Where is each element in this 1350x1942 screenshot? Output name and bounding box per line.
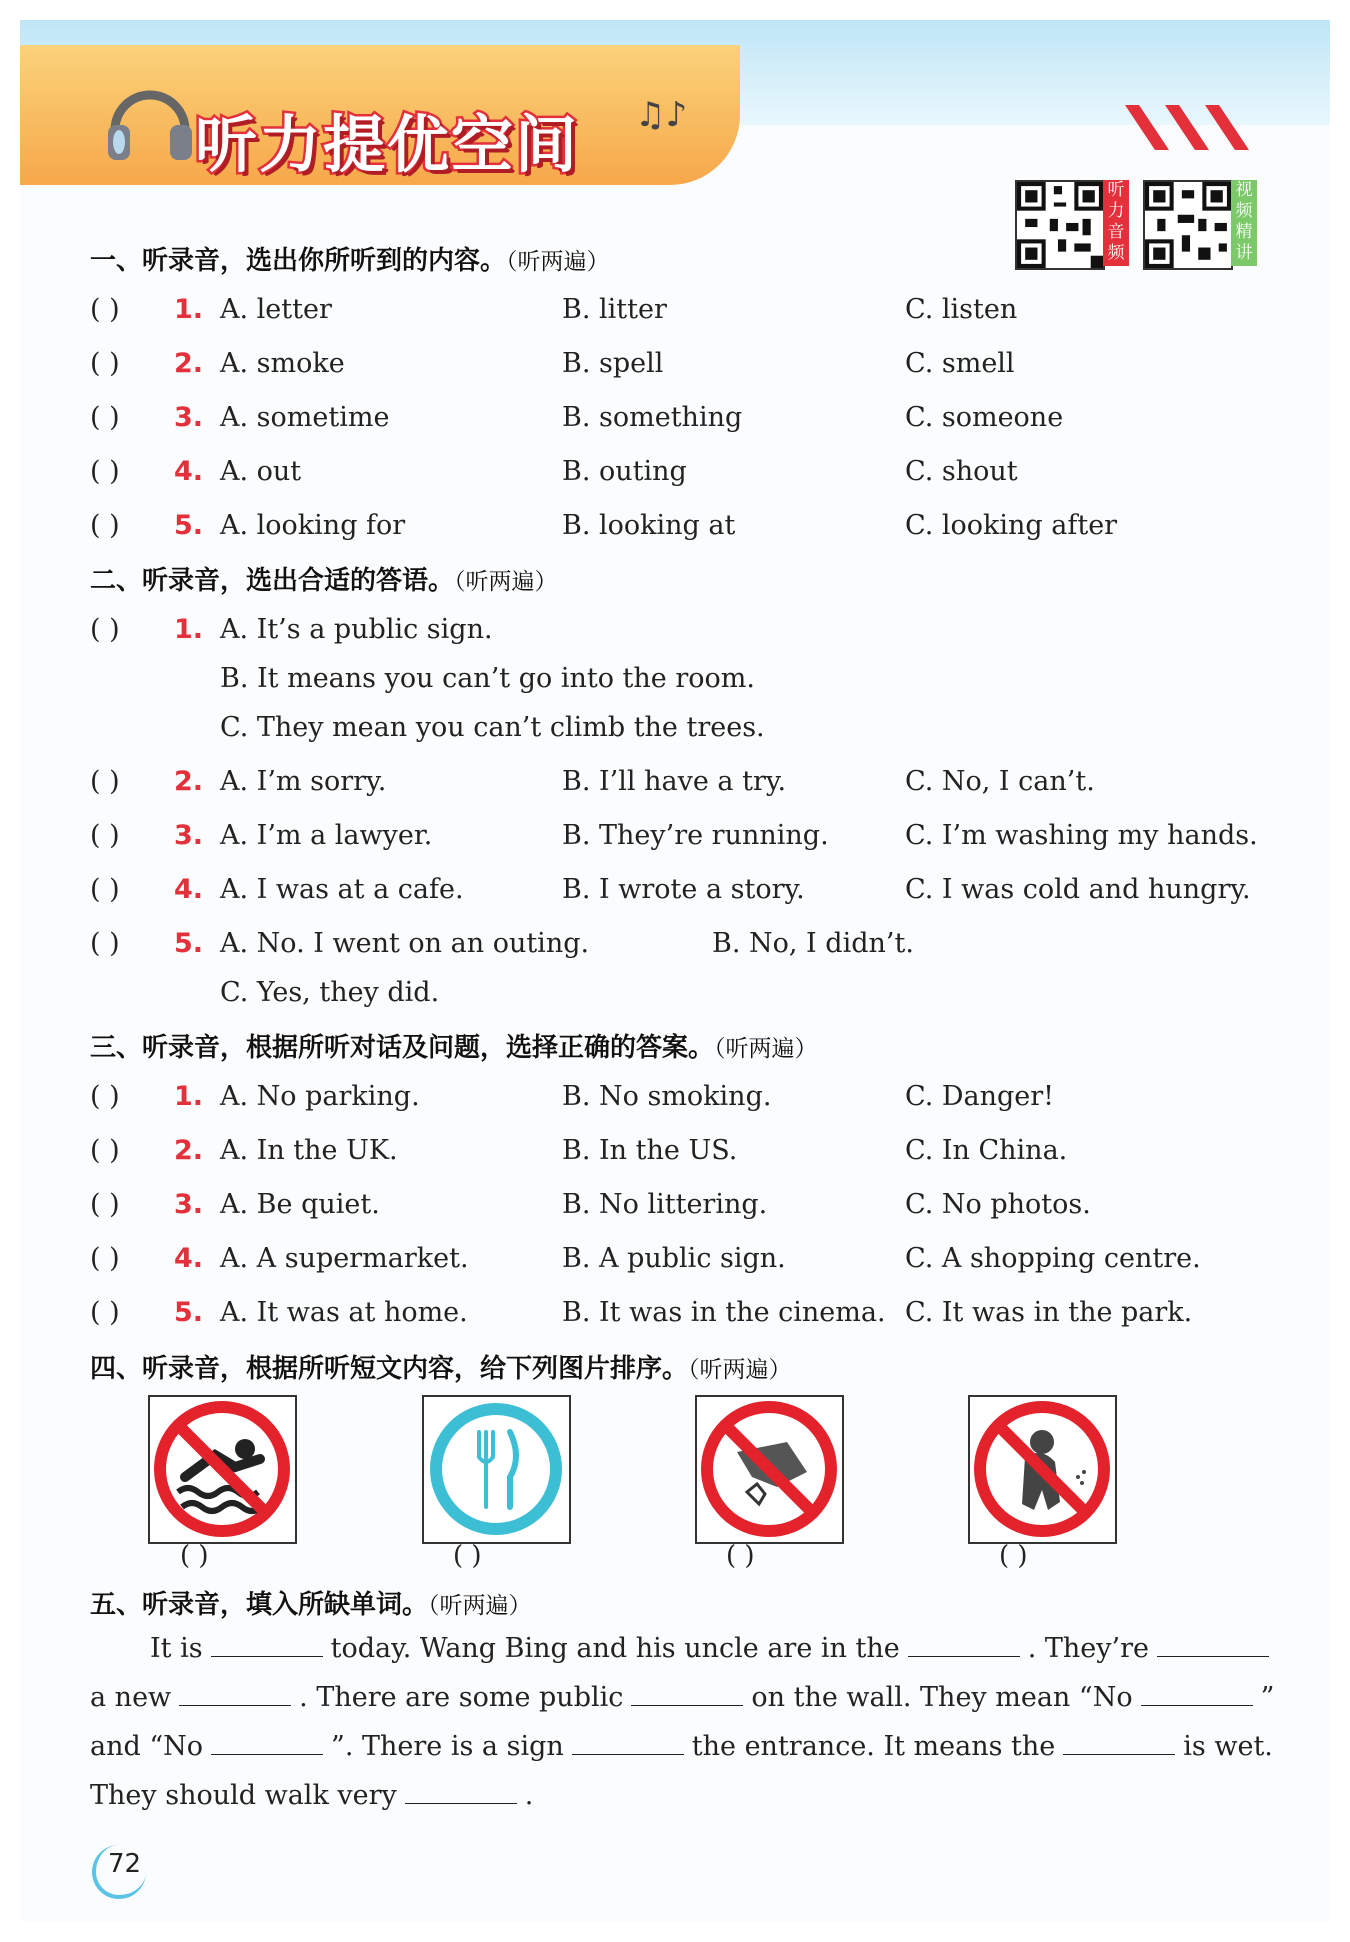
section-1-note: （听两遍） xyxy=(506,249,610,275)
answer-blank[interactable]: ( ) xyxy=(90,348,120,379)
option-c: C. smell xyxy=(905,348,1015,379)
option-a: A. I’m a lawyer. xyxy=(220,820,433,851)
section-5-note: （听两遍） xyxy=(428,1593,532,1619)
qr-video-label: 视频精讲 xyxy=(1231,180,1257,266)
s3-question-4 xyxy=(90,1243,1270,1283)
fill-in-blank[interactable] xyxy=(1063,1730,1175,1755)
passage-line-2 xyxy=(90,1681,1275,1713)
question-number: 2. xyxy=(174,348,204,379)
question-number: 3. xyxy=(174,820,204,851)
option-a: A. letter xyxy=(220,294,332,325)
option-a: A. I was at a cafe. xyxy=(220,874,464,905)
s2-question-1-option-b-row xyxy=(90,663,1270,703)
question-number: 1. xyxy=(174,294,204,325)
restaurant-sign-icon xyxy=(422,1395,571,1544)
passage-text: and “No xyxy=(90,1731,204,1762)
section-4-title: 四、听录音，根据所听短文内容，给下列图片排序。 xyxy=(90,1354,689,1384)
fill-in-blank[interactable] xyxy=(572,1730,684,1755)
question-number: 3. xyxy=(174,402,204,433)
option-c: C. listen xyxy=(905,294,1018,325)
fill-in-blank[interactable] xyxy=(179,1681,291,1706)
section-2-title: 二、听录音，选出合适的答语。 xyxy=(90,566,455,596)
sign-2-answer-blank[interactable]: ( ) xyxy=(453,1541,482,1571)
option-a: A. In the UK. xyxy=(220,1135,398,1166)
sign-4-answer-blank[interactable]: ( ) xyxy=(999,1541,1028,1571)
qr-code-video-icon[interactable] xyxy=(1143,180,1233,270)
answer-blank[interactable]: ( ) xyxy=(90,1189,120,1220)
answer-blank[interactable]: ( ) xyxy=(90,510,120,541)
option-c: C. They mean you can’t climb the trees. xyxy=(220,712,765,743)
answer-blank[interactable]: ( ) xyxy=(90,294,120,325)
passage-text: They should walk very xyxy=(90,1780,397,1811)
option-b: B. A public sign. xyxy=(562,1243,786,1274)
music-notes-icon: ♫♪ xyxy=(635,95,688,135)
fill-in-blank[interactable] xyxy=(211,1730,323,1755)
option-c: C. looking after xyxy=(905,510,1118,541)
option-a: A. looking for xyxy=(220,510,406,541)
answer-blank[interactable]: ( ) xyxy=(90,766,120,797)
question-number: 2. xyxy=(174,766,204,797)
option-a: A. smoke xyxy=(220,348,345,379)
fill-in-blank[interactable] xyxy=(1141,1681,1253,1706)
option-c: C. Danger! xyxy=(905,1081,1055,1112)
question-number: 3. xyxy=(174,1189,204,1220)
no-feeding-animals-sign-icon xyxy=(968,1395,1117,1544)
page-number: 72 xyxy=(108,1849,142,1879)
option-b: B. spell xyxy=(562,348,664,379)
section-3-note: （听两遍） xyxy=(714,1036,818,1062)
fill-in-blank[interactable] xyxy=(405,1779,517,1804)
option-c: C. In China. xyxy=(905,1135,1068,1166)
option-a: A. out xyxy=(220,456,302,487)
option-c: C. I was cold and hungry. xyxy=(905,874,1251,905)
passage-line-3 xyxy=(90,1730,1273,1762)
fill-in-blank[interactable] xyxy=(631,1681,743,1706)
s2-question-3 xyxy=(90,820,1270,860)
option-c: C. A shopping centre. xyxy=(905,1243,1201,1274)
option-c: C. someone xyxy=(905,402,1064,433)
section-1-title: 一、听录音，选出你所听到的内容。 xyxy=(90,246,507,276)
option-b: B. I’ll have a try. xyxy=(562,766,787,797)
section-4-heading xyxy=(90,1348,792,1385)
passage-text: on the wall. They mean “No xyxy=(751,1682,1133,1713)
option-b: B. outing xyxy=(562,456,687,487)
answer-blank[interactable]: ( ) xyxy=(90,402,120,433)
option-c: C. No photos. xyxy=(905,1189,1091,1220)
question-number: 4. xyxy=(174,874,204,905)
s2-question-5-option-c-row xyxy=(90,977,1270,1017)
sign-1-answer-blank[interactable]: ( ) xyxy=(180,1541,209,1571)
answer-blank[interactable]: ( ) xyxy=(90,614,120,645)
section-2-note: （听两遍） xyxy=(454,569,558,595)
option-b: B. No smoking. xyxy=(562,1081,772,1112)
answer-blank[interactable]: ( ) xyxy=(90,874,120,905)
answer-blank[interactable]: ( ) xyxy=(90,1297,120,1328)
question-number: 2. xyxy=(174,1135,204,1166)
s3-question-2 xyxy=(90,1135,1270,1175)
option-a: A. A supermarket. xyxy=(220,1243,469,1274)
question-number: 5. xyxy=(174,510,204,541)
passage-text: . They’re xyxy=(1027,1633,1149,1664)
option-c: C. Yes, they did. xyxy=(220,977,440,1008)
option-a: A. I’m sorry. xyxy=(220,766,387,797)
s1-question-4 xyxy=(90,456,1270,496)
s3-question-5 xyxy=(90,1297,1270,1337)
option-a: A. Be quiet. xyxy=(220,1189,380,1220)
option-a: A. It’s a public sign. xyxy=(220,614,493,645)
option-a: A. No parking. xyxy=(220,1081,420,1112)
question-number: 5. xyxy=(174,928,204,959)
red-slash-decoration-icon xyxy=(1125,100,1255,155)
answer-blank[interactable]: ( ) xyxy=(90,928,120,959)
passage-text: It is xyxy=(150,1633,203,1664)
no-swimming-sign-icon xyxy=(148,1395,297,1544)
passage-text: a new xyxy=(90,1682,172,1713)
s1-question-5 xyxy=(90,510,1270,550)
fill-in-blank[interactable] xyxy=(908,1632,1020,1657)
option-b: B. litter xyxy=(562,294,667,325)
answer-blank[interactable]: ( ) xyxy=(90,456,120,487)
passage-line-4 xyxy=(90,1779,1250,1811)
option-b: B. It means you can’t go into the room. xyxy=(220,663,755,694)
sign-3-answer-blank[interactable]: ( ) xyxy=(726,1541,755,1571)
passage-text: . There are some public xyxy=(299,1682,624,1713)
question-number: 4. xyxy=(174,456,204,487)
fill-in-blank[interactable] xyxy=(1157,1632,1269,1657)
passage-text: the entrance. It means the xyxy=(691,1731,1056,1762)
s3-question-3 xyxy=(90,1189,1270,1229)
section-1-heading xyxy=(90,240,610,277)
section-2-heading xyxy=(90,560,558,597)
no-touching-sign-icon xyxy=(695,1395,844,1544)
question-number: 1. xyxy=(174,614,204,645)
section-3-title: 三、听录音，根据所听对话及问题，选择正确的答案。 xyxy=(90,1033,715,1063)
answer-blank[interactable]: ( ) xyxy=(90,1081,120,1112)
question-number: 5. xyxy=(174,1297,204,1328)
headphone-icon xyxy=(100,70,200,170)
s2-question-2 xyxy=(90,766,1270,806)
section-4-note: （听两遍） xyxy=(688,1357,792,1383)
answer-blank[interactable]: ( ) xyxy=(90,1135,120,1166)
qr-code-audio-icon[interactable] xyxy=(1015,180,1105,270)
s1-question-1 xyxy=(90,294,1270,334)
passage-text: ” xyxy=(1260,1682,1275,1713)
question-number: 1. xyxy=(174,1081,204,1112)
qr-audio-label: 听力音频 xyxy=(1103,180,1129,266)
option-b: B. They’re running. xyxy=(562,820,829,851)
passage-text: is wet. xyxy=(1183,1731,1273,1762)
section-3-heading xyxy=(90,1027,818,1064)
option-b: B. No littering. xyxy=(562,1189,768,1220)
answer-blank[interactable]: ( ) xyxy=(90,1243,120,1274)
section-5-title: 五、听录音，填入所缺单词。 xyxy=(90,1590,429,1620)
section-5-heading xyxy=(90,1584,532,1621)
option-b: B. I wrote a story. xyxy=(562,874,805,905)
option-c: C. It was in the park. xyxy=(905,1297,1193,1328)
option-b: B. No, I didn’t. xyxy=(712,928,914,959)
question-number: 4. xyxy=(174,1243,204,1274)
s2-question-5 xyxy=(90,928,1270,968)
passage-text: . xyxy=(524,1780,534,1811)
s1-question-2 xyxy=(90,348,1270,388)
s2-question-1 xyxy=(90,614,1270,654)
page-title: 听力提优空间 xyxy=(195,108,580,181)
passage-line-1 xyxy=(90,1632,1310,1664)
option-a: A. No. I went on an outing. xyxy=(220,928,590,959)
answer-blank[interactable]: ( ) xyxy=(90,820,120,851)
option-c: C. shout xyxy=(905,456,1018,487)
option-b: B. looking at xyxy=(562,510,736,541)
passage-text: today. Wang Bing and his uncle are in the xyxy=(330,1633,900,1664)
s1-question-3 xyxy=(90,402,1270,442)
option-c: C. I’m washing my hands. xyxy=(905,820,1258,851)
s2-question-1-option-c-row xyxy=(90,712,1270,752)
fill-in-blank[interactable] xyxy=(211,1632,323,1657)
s3-question-1 xyxy=(90,1081,1270,1121)
option-b: B. It was in the cinema. xyxy=(562,1297,886,1328)
option-b: B. In the US. xyxy=(562,1135,738,1166)
passage-text: ”. There is a sign xyxy=(331,1731,564,1762)
option-a: A. It was at home. xyxy=(220,1297,468,1328)
option-b: B. something xyxy=(562,402,743,433)
option-a: A. sometime xyxy=(220,402,390,433)
s2-question-4 xyxy=(90,874,1270,914)
option-c: C. No, I can’t. xyxy=(905,766,1095,797)
